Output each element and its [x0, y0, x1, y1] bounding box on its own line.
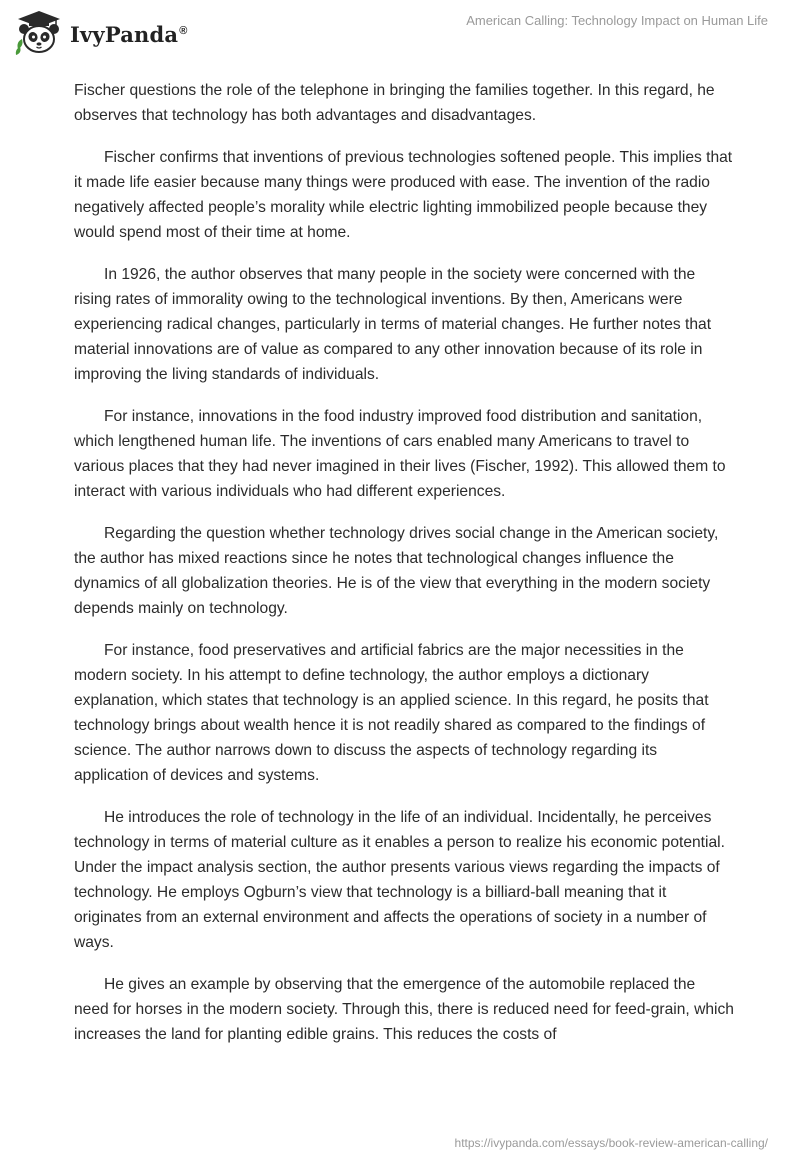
brand-name: IvyPanda® [70, 21, 188, 47]
page-header [0, 0, 800, 70]
paragraph: Fischer confirms that inventions of previous technologies softened people. This implies that it made life easier because many things were produced with ease. The invention of the radio negatively affected people’s morality while electric lighting immobilized people because they would spend most of their time at home. [74, 149, 733, 241]
document-title: American Calling: Technology Impact on Human Life [466, 13, 768, 28]
brand-logo[interactable] [14, 9, 188, 57]
paragraph: Regarding the question whether technology drives social change in the American society, the author has mixed reactions since he notes that technological changes influence the dynamics of all globalization theories. He is of the view that everything in the modern society depends mainly on technology. [74, 525, 719, 617]
paragraph: He gives an example by observing that the emergence of the automobile replaced the need for horses in the modern society. Through this, there is reduced need for feed-grain, which increases the land for planting edible grains. This reduces the costs of [74, 976, 734, 1043]
paragraph: In 1926, the author observes that many people in the society were concerned with the rising rates of immorality owing to the technological inventions. By then, Americans were experiencing radical changes, particularly in terms of material changes. He further notes that material innovations are of value as compared to any other innovation because of its role in improving the living standards of individuals. [74, 266, 712, 383]
paragraph: He introduces the role of technology in the life of an individual. Incidentally, he perceives technology in terms of material culture as it enables a person to realize his economic potential. Under the impact analysis section, the author presents various views regarding the impacts of technology. He employs Ogburn’s view that technology is a billiard-ball meaning that it originates from an external environment and affects the operations of society in a number of ways. [74, 809, 725, 951]
source-url[interactable]: https://ivypanda.com/essays/book-review-american-calling/ [454, 1136, 768, 1150]
panda-graduate-icon [14, 9, 64, 57]
paragraph: For instance, innovations in the food industry improved food distribution and sanitation, which lengthened human life. The inventions of cars enabled many Americans to travel to various places that they had never imagined in their lives (Fischer, 1992). This allowed them to interact with various individuals who had different experiences. [74, 408, 726, 500]
essay-body [74, 78, 734, 1064]
paragraph: For instance, food preservatives and artificial fabrics are the major necessities in the modern society. In his attempt to define technology, the author employs a dictionary explanation, which states that technology is an applied science. In this regard, he posits that technology brings about wealth hence it is not readily shared as compared to the findings of science. The author narrows down to discuss the aspects of technology regarding its application of devices and systems. [74, 642, 709, 784]
registered-mark: ® [179, 24, 188, 37]
paragraph: Fischer questions the role of the telephone in bringing the families together. In this regard, he observes that technology has both advantages and disadvantages. [74, 82, 715, 124]
